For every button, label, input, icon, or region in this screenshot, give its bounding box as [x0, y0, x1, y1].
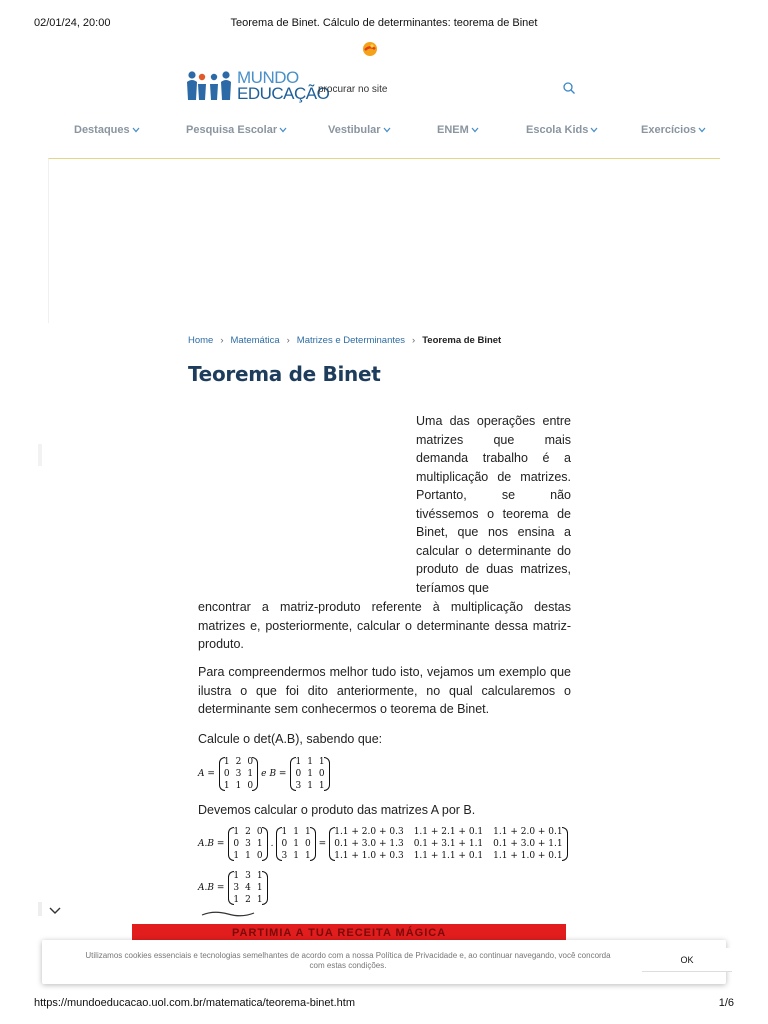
decorative-squiggle: [200, 910, 256, 918]
matrix-cell: 1.1 + 2.0 + 0.3: [334, 826, 404, 837]
matrix-cell: 1: [281, 826, 288, 837]
equation-product-expansion: [198, 824, 598, 864]
matrix-cell: 0: [247, 756, 254, 767]
print-url: https://mundoeducacao.uol.com.br/matematica/teorema-binet.htm: [34, 997, 355, 1009]
nav-label: Vestibular: [328, 124, 381, 136]
matrix-cell: 1: [233, 870, 240, 881]
matrix-cell: 1: [307, 756, 313, 767]
matrix-cell: 3: [235, 768, 242, 779]
matrix-cell: 1: [233, 850, 240, 861]
print-footer: [34, 997, 734, 1011]
matrix-cell: 1: [235, 780, 242, 791]
article-paragraph-3: Calcule o det(A.B), sabendo que:: [198, 732, 383, 746]
main-nav: [48, 124, 720, 140]
matrix-cell: 3: [281, 850, 288, 861]
breadcrumb-matematica[interactable]: Matemática: [230, 335, 280, 346]
matrix-cell: 1: [307, 780, 313, 791]
nav-label: Pesquisa Escolar: [186, 124, 278, 136]
matrix-cell: 1: [256, 838, 263, 849]
logo-people-icon: [186, 70, 232, 102]
matrix-cell: 3: [245, 870, 251, 881]
matrix-cell: 2: [245, 894, 251, 905]
matrix-cell: 2: [235, 756, 242, 767]
matrix-a: [228, 826, 267, 862]
breadcrumb-current: Teorema de Binet: [422, 335, 502, 346]
matrix-cell: 0: [295, 768, 302, 779]
matrix-cell: 0.1 + 3.1 + 1.1: [413, 838, 484, 849]
nav-enem[interactable]: [437, 124, 479, 136]
matrix-cell: 1: [318, 780, 325, 791]
matrix-cell: 1: [247, 768, 254, 779]
matrix-cell: 0: [256, 826, 263, 837]
matrix-cell: 1: [304, 850, 311, 861]
matrix-cell: 1: [223, 780, 230, 791]
matrix-cell: 0.1 + 3.0 + 1.1: [493, 838, 563, 849]
breadcrumb-separator: ›: [220, 335, 224, 346]
nav-label: Destaques: [74, 124, 130, 136]
matrix-cell: 1: [318, 756, 325, 767]
cookie-notice: [42, 940, 726, 984]
matrix-cell: 0: [247, 780, 254, 791]
breadcrumb-separator: ›: [286, 335, 290, 346]
matrix-cell: 1.1 + 2.1 + 0.1: [413, 826, 484, 837]
nav-label: ENEM: [437, 124, 469, 136]
side-divider: [38, 444, 42, 466]
site-badge-icon: [362, 41, 378, 57]
equation-matrices-a-b: [198, 754, 398, 794]
nav-pesquisa-escolar[interactable]: [186, 124, 287, 136]
matrix-cell: 1.1 + 2.0 + 0.1: [493, 826, 563, 837]
print-title: Teorema de Binet. Cálculo de determinantes: teorema de Binet: [230, 17, 538, 29]
matrix-cell: 1: [233, 894, 240, 905]
page-title: Teorema de Binet: [188, 362, 381, 386]
cookie-text: Utilizamos cookies essenciais e tecnologias semelhantes de acordo com a nossa Política de Privacidade e, ao continuar navegando, você concorda com estas condições.: [85, 951, 611, 970]
nav-escola-kids[interactable]: [526, 124, 598, 136]
logo-word-1: MUNDO: [237, 68, 299, 87]
matrix-ab-result: [228, 870, 267, 906]
matrix-a-label: A =: [198, 769, 215, 779]
product-label: A.B =: [198, 839, 225, 849]
nav-label: Escola Kids: [526, 124, 589, 136]
matrix-cell: 0: [281, 838, 288, 849]
chevron-down-icon: [471, 127, 479, 133]
article-paragraph-1-part-2: encontrar a matriz-produto referente à multiplicação destas matrizes e, posteriormente, calcular o determinante dessa matriz-produto.: [198, 600, 571, 651]
print-date: 02/01/24, 20:00: [34, 17, 111, 29]
matrix-cell: 1.1 + 1.0 + 0.1: [493, 850, 563, 861]
matrix-cell: 1: [233, 826, 240, 837]
matrix-cell: 1: [293, 850, 299, 861]
matrix-cell: 0.1 + 3.0 + 1.3: [334, 838, 404, 849]
matrix-cell: 1: [256, 882, 263, 893]
article-paragraph-4: Devemos calcular o produto das matrizes A por B.: [198, 803, 476, 817]
matrix-b-label: B =: [269, 769, 287, 779]
cookie-ok-button[interactable]: OK: [642, 948, 732, 972]
matrix-cell: 4: [245, 882, 251, 893]
matrix-product-expansion: [329, 826, 567, 862]
side-divider: [38, 902, 42, 916]
matrix-cell: 1: [256, 894, 263, 905]
equation-product-result: [198, 868, 298, 908]
matrix-cell: 0: [256, 850, 263, 861]
matrix-cell: 3: [295, 780, 302, 791]
nav-exercicios[interactable]: [641, 124, 706, 136]
ad-placeholder: [48, 158, 720, 323]
site-logo[interactable]: [186, 68, 330, 104]
logo-word-2: EDUCAÇÃO: [237, 84, 330, 103]
conjunction: e: [261, 769, 267, 779]
matrix-cell: 1: [304, 826, 311, 837]
matrix-cell: 1: [245, 850, 251, 861]
matrix-cell: 0: [318, 768, 325, 779]
nav-label: Exercícios: [641, 124, 697, 136]
matrix-cell: 0: [304, 838, 311, 849]
matrix-cell: 1: [293, 838, 299, 849]
print-page-number: 1/6: [718, 997, 734, 1009]
nav-destaques[interactable]: [74, 124, 140, 136]
article-paragraph-1-part-1: Uma das operações entre matrizes que mais demanda trabalho é a multiplicação de matrizes. Portanto, se não tivéssemos o teorema de Binet, que nos ensina a calcular o determinante do produto de duas matrizes, teríamos que: [416, 414, 571, 595]
print-header: [34, 17, 734, 31]
article-paragraph-2: Para compreendermos melhor tudo isto, vejamos um exemplo que ilustra o que foi dito anteriormente, no qual calcularemos o determinante sem conhecermos o teorema de Binet.: [198, 665, 571, 716]
product-label: A.B =: [198, 883, 225, 893]
matrix-cell: 1: [293, 826, 299, 837]
matrix-cell: 0: [223, 768, 230, 779]
search-input[interactable]: [318, 82, 556, 96]
matrix-b: [290, 756, 329, 792]
chevron-down-icon[interactable]: [48, 906, 62, 916]
ad-banner-text: PARTIMIA A TUA RECEITA MÁGICA: [232, 927, 447, 939]
matrix-cell: 3: [233, 882, 240, 893]
matrix-cell: 1.1 + 1.1 + 0.1: [413, 850, 484, 861]
chevron-down-icon: [590, 127, 598, 133]
equals-sign: =: [318, 839, 327, 849]
matrix-cell: 1: [295, 756, 302, 767]
chevron-down-icon: [132, 127, 140, 133]
matrix-cell: 1.1 + 1.0 + 0.3: [334, 850, 404, 861]
matrix-cell: 2: [245, 826, 251, 837]
matrix-cell: 1: [307, 768, 313, 779]
multiply-dot: .: [270, 839, 274, 849]
search-icon[interactable]: [562, 81, 576, 95]
matrix-cell: 3: [245, 838, 251, 849]
breadcrumb-home[interactable]: Home: [188, 335, 214, 346]
chevron-down-icon: [279, 127, 287, 133]
chevron-down-icon: [698, 127, 706, 133]
matrix-cell: 1: [223, 756, 230, 767]
matrix-cell: 0: [233, 838, 240, 849]
nav-vestibular[interactable]: [328, 124, 391, 136]
breadcrumb-matrizes[interactable]: Matrizes e Determinantes: [296, 335, 406, 346]
matrix-cell: 1: [256, 870, 263, 881]
matrix-a: [219, 756, 258, 792]
chevron-down-icon: [383, 127, 391, 133]
matrix-b: [276, 826, 315, 862]
breadcrumb-separator: ›: [412, 335, 416, 346]
breadcrumb: [188, 335, 501, 346]
